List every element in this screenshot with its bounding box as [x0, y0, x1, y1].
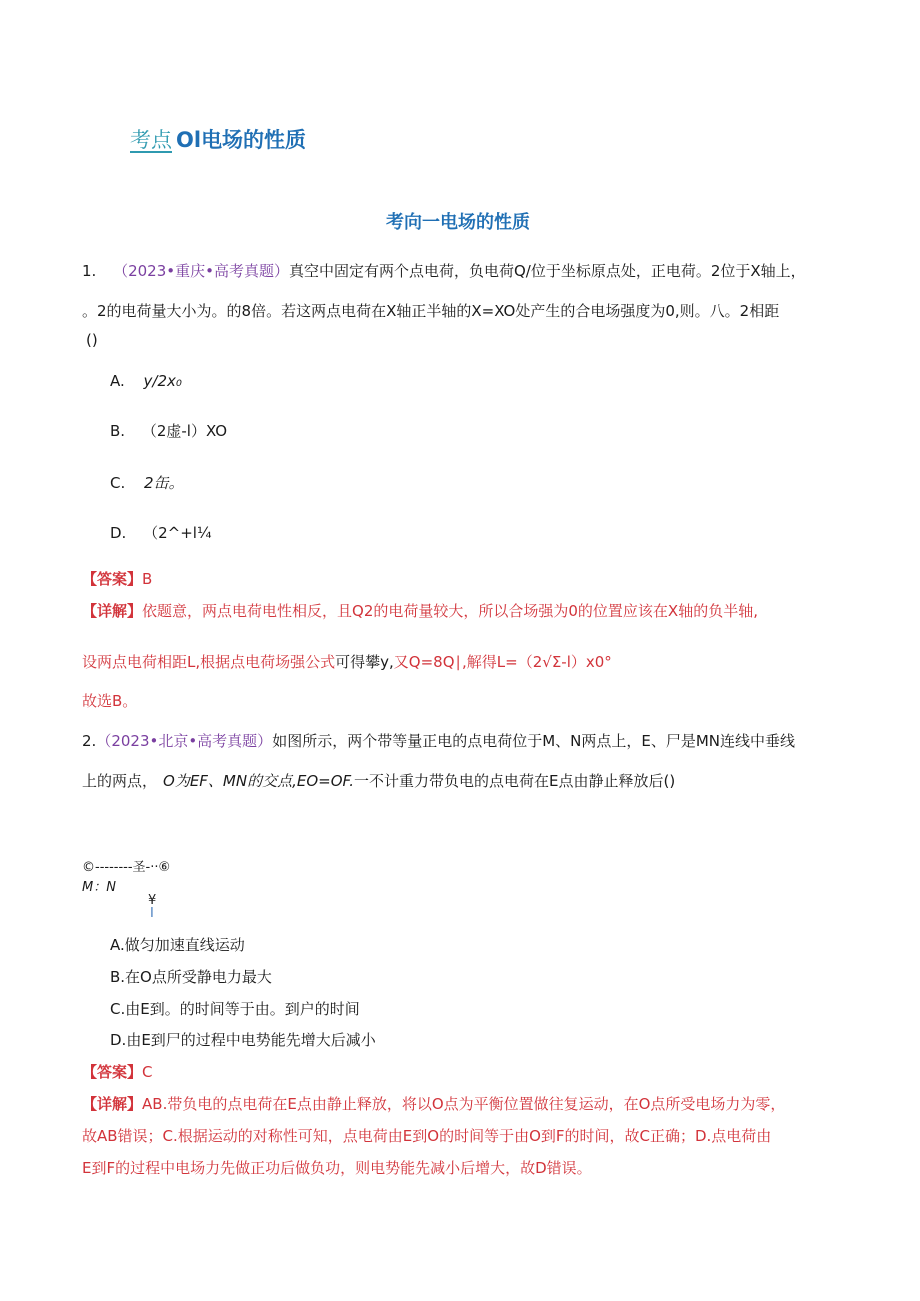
q2-answer	[82, 1061, 153, 1082]
option-letter: A.	[110, 372, 125, 390]
q1-stem-line2: 。2的电荷量大小为。的8倍。若这两点电荷在X轴正半轴的X=XO处产生的合电场强度为0,则。八。2相距	[82, 302, 780, 320]
q1-option-d[interactable]	[110, 522, 212, 543]
q1-number: 1.	[82, 262, 97, 280]
option-text: （2虚-l）XO	[141, 422, 228, 440]
detail-label: 【详解】	[82, 602, 143, 620]
detail-text-a: 设两点电荷相距L,根据点电荷场强公式	[82, 653, 336, 671]
q2-figure-line1: ©--------圣-··⑥	[82, 860, 171, 875]
q2-detail-line1	[82, 1093, 785, 1114]
q2-figure-line3: ¥	[148, 893, 157, 908]
q1-stem-line1: 真空中固定有两个点电荷，负电荷Q/位于坐标原点处，正电荷。2位于X轴上，	[288, 262, 806, 280]
detail-text: 依题意，两点电荷电性相反，且Q2的电荷量较大，所以合场强为0的位置应该在X轴的负半轴,	[142, 602, 758, 620]
q2-figure-line2: M：N	[82, 880, 116, 895]
q2-detail-line3: E到F的过程中电场力先做正功后做负功，则电势能先减小后增大，故D错误。	[82, 1159, 592, 1177]
option-letter: B.	[110, 422, 126, 440]
detail-text-b: 可得攀y,	[335, 653, 394, 671]
detail-text-c: 又Q=8Q∣,解得L=（2√Σ-l）x0°	[393, 653, 612, 671]
heading-title: 电场的性质	[201, 128, 307, 152]
option-letter: D.	[110, 524, 127, 542]
option-text: 2缶。	[144, 474, 184, 492]
q2-line2	[82, 770, 675, 791]
q1-option-b[interactable]	[110, 420, 227, 441]
option-text: y∕2x₀	[143, 372, 182, 390]
q1-stem-line3: ()	[86, 331, 98, 349]
q2-source: （2023•北京•高考真题）	[96, 732, 273, 750]
q1-detail-line3: 故选B。	[82, 692, 138, 710]
q1-detail-line1	[82, 600, 758, 621]
q2-stem-line2c: 一不计重力带负电的点电荷在E点由静止释放后()	[353, 772, 676, 790]
q2-option-b[interactable]: B.在O点所受静电力最大	[110, 968, 272, 986]
detail-text: AB.带负电的点电荷在E点由静止释放，将以O点为平衡位置做往复运动，在O点所受电场力为零，	[142, 1095, 786, 1113]
q2-option-a[interactable]: A.做匀加速直线运动	[110, 936, 245, 954]
q1-answer	[82, 568, 152, 589]
answer-label: 【答案】	[82, 570, 143, 588]
q2-stem-line1: 如图所示，两个带等量正电的点电荷位于M、N两点上，E、尸是MN连线中垂线	[272, 732, 795, 750]
option-letter: C.	[110, 474, 126, 492]
answer-value: B	[142, 570, 153, 588]
q2-figure-line4: I	[150, 906, 154, 921]
answer-label: 【答案】	[82, 1063, 143, 1081]
q2-number: 2.	[82, 732, 97, 750]
q2-option-d[interactable]: D.由E到尸的过程中电势能先增大后减小	[110, 1031, 376, 1049]
answer-value: C	[142, 1063, 153, 1081]
section-title: 考向一电场的性质	[386, 212, 530, 233]
q1-option-c[interactable]	[110, 472, 184, 493]
q2-detail-line2: 故AB错误；C.根据运动的对称性可知，点电荷由E到O的时间等于由O到F的时间，故C正确；D.点电荷由	[82, 1127, 772, 1145]
heading-code: Ol	[176, 128, 202, 152]
detail-label: 【详解】	[82, 1095, 143, 1113]
q1-option-a[interactable]	[110, 372, 182, 390]
q2-stem-line2b: O为EF、MN的交点,EO=OF.	[163, 772, 354, 790]
q2-stem-line2a: 上的两点，	[82, 772, 158, 790]
page-heading	[130, 124, 306, 154]
q1-detail-line2	[82, 651, 612, 672]
q2-option-c[interactable]: C.由E到。的时间等于由。到户的时间	[110, 1000, 360, 1018]
q2-line1	[82, 730, 795, 751]
q1-source: （2023•重庆•高考真题）	[113, 262, 289, 280]
option-text: （2^+l¼	[143, 524, 212, 542]
q1-line1	[82, 260, 806, 281]
heading-prefix: 考点	[130, 128, 172, 152]
